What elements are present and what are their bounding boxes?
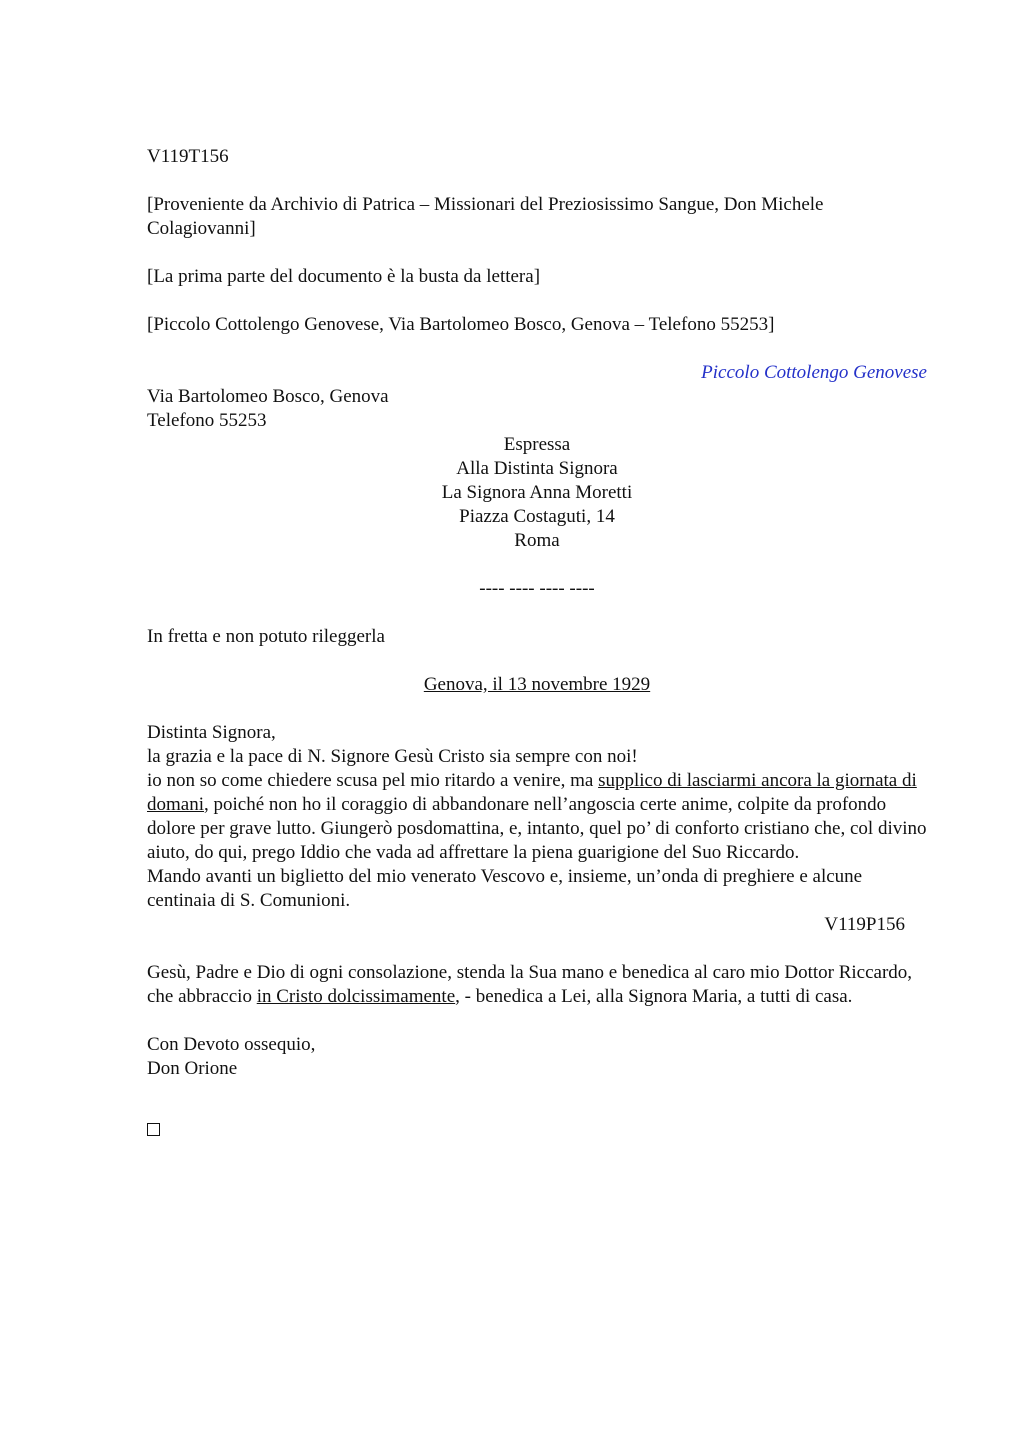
document-id: V119T156 [147,146,229,167]
letterhead-address: Via Bartolomeo Bosco, Genova [147,386,389,407]
letterhead-phone: Telefono 55253 [147,410,267,431]
envelope-line: Espressa [503,434,571,455]
letterhead-note: [Piccolo Cottolengo Genovese, Via Bartolomeo Bosco, Genova – Telefono 55253] [147,314,775,335]
body-paragraph-2: Mando avanti un biglietto del mio venerato Vescovo e, insieme, un’onda di preghiere e alcune centinaia di S. Comunioni. [147,866,863,911]
signature: Don Orione [147,1058,238,1079]
body1-text: io non so come chiedere scusa pel mio ritardo a venire, ma [147,770,599,791]
envelope-note: [La prima parte del documento è la busta da lettera] [147,266,541,287]
haste-note: In fretta e non potuto rileggerla [147,626,385,647]
body1-underlined: supplico di lasciarmi ancora la giornata di domani [147,770,917,815]
checkbox-icon [147,1123,160,1136]
salutation: Distinta Signora, [147,722,276,743]
body1-text-end: , poiché non ho il coraggio di abbandonare nell’angoscia certe anime, colpite da profondo dolore per grave lutto. Giungerò posdomattina, e, intanto, quel po’ di conforto cristiano che, col divino aiuto, do qui, prego Iddio che vada ad affrettare la piena guarigione del Suo Riccardo. [147,794,927,863]
body-paragraph-3 [147,961,927,1009]
body3-text-end: , - benedica a Lei, alla Signora Maria, a tutti di casa. [455,986,853,1007]
envelope-address [147,433,927,553]
letterhead-name: Piccolo Cottolengo Genovese [701,362,927,383]
body3-text: Gesù, Padre e Dio di ogni consolazione, stenda la Sua mano e benedica al caro mio Dottor Riccardo, che abbraccio [147,962,913,1007]
greeting: la grazia e la pace di N. Signore Gesù Cristo sia sempre con noi! [147,746,638,767]
body-paragraph-1 [147,769,927,865]
envelope-line: Roma [514,530,560,551]
envelope-line: Piazza Costaguti, 14 [459,506,615,527]
closing: Con Devoto ossequio, [147,1034,316,1055]
date-line [147,673,927,697]
date-text: Genova, il 13 novembre 1929 [423,674,651,695]
page-reference: V119P156 [824,914,905,935]
provenance-note: [Proveniente da Archivio di Patrica – Missionari del Preziosissimo Sangue, Don Michele Colagiovanni] [147,194,824,239]
envelope-line: La Signora Anna Moretti [441,482,633,503]
document-page [147,145,927,1143]
envelope-line: Alla Distinta Signora [456,458,618,479]
body3-underlined: in Cristo dolcissimamente [256,986,456,1007]
separator-line: ---- ---- ---- ---- [479,578,595,599]
